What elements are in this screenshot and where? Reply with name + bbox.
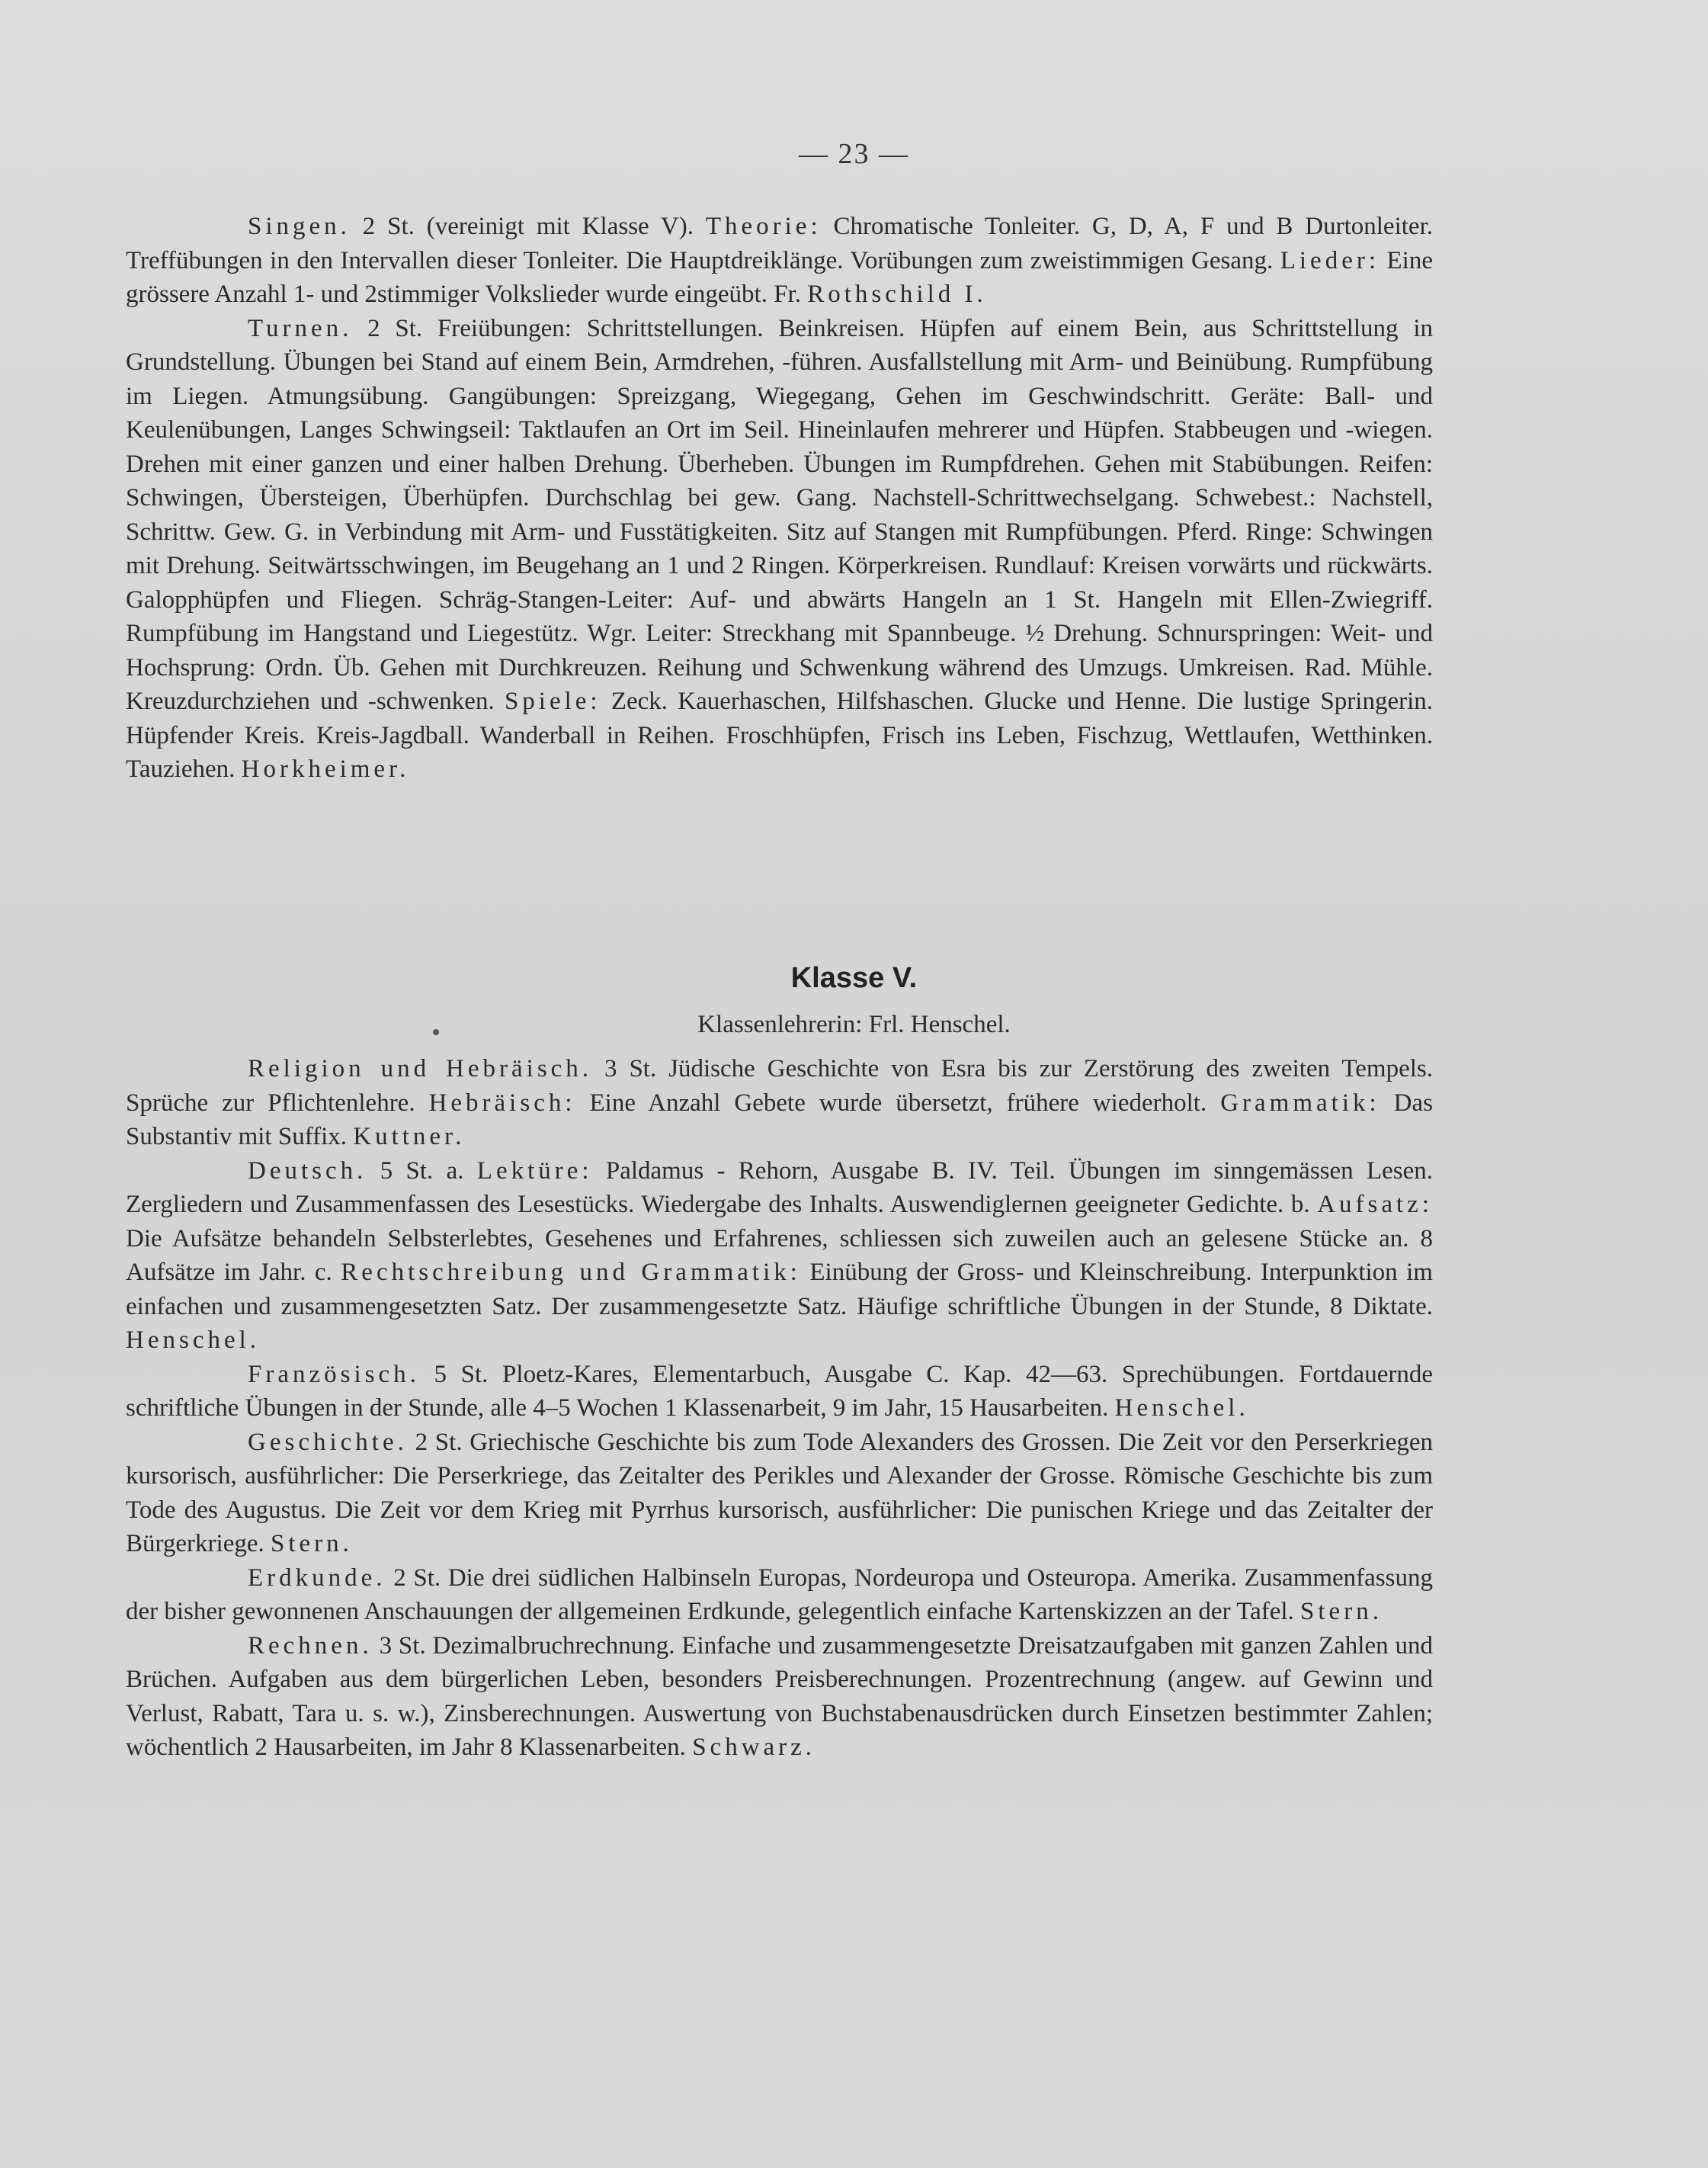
- teacher-name: Stern.: [271, 1530, 353, 1557]
- klasse-vi-section: [126, 210, 1433, 787]
- section-heading: Klasse V.: [790, 962, 918, 994]
- paragraph-erdkunde: Erdkunde. 2 St. Die drei südlichen Halbinseln Europas, Nordeuropa und Osteuropa. Amerika. Zusammenfassung der bisher gewonnenen Anschauungen der allgemeinen Erdkunde, gelegentlich einfache Kartenskizzen an der Tafel. Stern.: [126, 1563, 1433, 1625]
- teacher-name: Henschel.: [1114, 1394, 1249, 1422]
- subject-deutsch: Deutsch.: [248, 1156, 367, 1185]
- paragraph-franzoesisch: Französisch. 5 St. Ploetz-Kares, Elementarbuch, Ausgabe C. Kap. 42—63. Sprechübungen. Fortdauernde schriftliche Übungen in der Stunde, alle 4–5 Wochen 1 Klassenarbeit, 9 im Jahr, 15 Hausarbeiten. Henschel.: [126, 1360, 1433, 1422]
- subject-turnen: Turnen.: [248, 314, 353, 342]
- subject-geschichte: Geschichte.: [248, 1428, 408, 1456]
- subject-singen: Singen.: [248, 213, 351, 240]
- subject-erdkunde: Erdkunde.: [248, 1563, 386, 1592]
- subject-franzoesisch: Französisch.: [248, 1360, 420, 1388]
- teacher-name: Henschel.: [126, 1326, 261, 1354]
- subject-rechnen: Rechnen.: [248, 1631, 373, 1660]
- class-teacher-line: Klassenlehrerin: Frl. Henschel.: [697, 1011, 1011, 1038]
- subject-religion: Religion und Hebräisch.: [248, 1055, 593, 1082]
- paragraph-turnen: Turnen. 2 St. Freiübungen: Schrittstellungen. Beinkreisen. Hüpfen auf einem Bein, aus Schrittstellung in Grundstellung. Übungen bei Stand auf einem Bein, Armdrehen, -führen. Ausfallstellung mit Arm- und Beinübung. Rumpfübung im Liegen. Atmungsübung. Gangübungen: Spreizgang, Wiegegang, Gehen im Geschwindschritt. Geräte: Ball- und Keulenübungen, Langes Schwingseil: Taktlaufen an Ort im Seil. Hineinlaufen mehrerer und Hüpfen. Stabbeugen und -wiegen. Drehen mit einer ganzen und einer halben Drehung. Überheben. Übungen im Rumpfdrehen. Gehen mit Stabübungen. Reifen: Schwingen, Übersteigen, Überhüpfen. Durchschlag bei gew. Gang. Nachstell-Schrittwechselgang. Schwebest.: Nachstell, Schrittw. Gew. G. in Verbindung mit Arm- und Fusstätigkeiten. Sitz auf Stangen mit Rumpfübungen. Pferd. Ringe: Schwingen mit Drehung. Seitwärtsschwingen, im Beugehang an 1 und 2 Ringen. Körperkreisen. Rundlauf: Kreisen vorwärts und rückwärts. Galopphüpfen und Fliegen. Schräg-Stangen-Leiter: Auf- und abwärts Hangeln an 1 St. Hangeln mit Ellen-Zwiegriff. Rumpfübung im Hangstand und Liegestütz. Wgr. Leiter: Streckhang mit Spannbeuge. ½ Drehung. Schnurspringen: Weit- und Hochsprung: Ordn. Üb. Gehen mit Durchkreuzen. Reihung und Schwenkung während des Umzugs. Umkreisen. Rad. Mühle. Kreuzdurchziehen und -schwenken. Spiele: Zeck. Kauerhaschen, Hilfshaschen. Glucke und Henne. Die lustige Springerin. Hüpfender Kreis. Kreis-Jagdball. Wanderball in Reihen. Froschhüpfen, Frisch ins Leben, Fischzug, Wettlaufen, Wetthinken. Tauziehen. Horkheimer.: [126, 314, 1433, 783]
- teacher-name: Kuttner.: [353, 1123, 466, 1150]
- paragraph-rechnen: Rechnen. 3 St. Dezimalbruchrechnung. Einfache und zusammengesetzte Dreisatzaufgaben mit ganzen Zahlen und Brüchen. Aufgaben aus dem bürgerlichen Leben, besonders Preisberechnungen. Prozentrechnung (angew. auf Gewinn und Verlust, Rabatt, Tara u. s. w.), Zinsberechnungen. Auswertung von Buchstabenausdrücken durch Einsetzen bestimmter Zahlen; wöchentlich 2 Hausarbeiten, im Jahr 8 Klassenarbeiten. Schwarz.: [126, 1631, 1433, 1761]
- teacher-name: Rothschild I.: [807, 281, 987, 308]
- teacher-name: Schwarz.: [692, 1733, 816, 1761]
- paragraph-religion: Religion und Hebräisch. 3 St. Jüdische Geschichte von Esra bis zur Zerstörung des zweiten Tempels. Sprüche zur Pflichtenlehre. Hebräisch: Eine Anzahl Gebete wurde übersetzt, frühere wiederholt. Grammatik: Das Substantiv mit Suffix. Kuttner.: [126, 1055, 1433, 1150]
- page-number: — 23 —: [799, 138, 909, 170]
- paragraph-deutsch: Deutsch. 5 St. a. Lektüre: Paldamus - Rehorn, Ausgabe B. IV. Teil. Übungen im sinngemässen Lesen. Zergliedern und Zusammenfassen des Lesestücks. Wiedergabe des Inhalts. Auswendiglernen geeigneter Gedichte. b. Aufsatz: Die Aufsätze behandeln Selbsterlebtes, Gesehenes und Erfahrenes, schliessen sich zuweilen auch an gelesene Stücke an. 8 Aufsätze im Jahr. c. Rechtschreibung und Grammatik: Einübung der Gross- und Kleinschreibung. Interpunktion im einfachen und zusammengesetzten Satz. Der zusammengesetzte Satz. Häufige schriftliche Übungen in der Stunde, 8 Diktate. Henschel.: [126, 1156, 1434, 1354]
- teacher-name: Stern.: [1300, 1598, 1383, 1625]
- paragraph-singen: Singen. 2 St. (vereinigt mit Klasse V). Theorie: Chromatische Tonleiter. G, D, A, F und B Durtonleiter. Treffübungen in den Intervallen dieser Tonleiter. Die Hauptdreiklänge. Vorübungen zum zweistimmigen Gesang. Lieder: Eine grössere Anzahl 1- und 2stimmiger Volkslieder wurde eingeübt. Fr. Rothschild I.: [126, 213, 1433, 308]
- teacher-name: Horkheimer.: [241, 755, 410, 783]
- klasse-v-section: [126, 1052, 1433, 1765]
- paragraph-geschichte: Geschichte. 2 St. Griechische Geschichte bis zum Tode Alexanders des Grossen. Die Zeit vor den Perserkriegen kursorisch, ausführlicher: Die Perserkriege, das Zeitalter des Perikles und Alexander der Grosse. Römische Geschichte bis zum Tode des Augustus. Die Zeit vor dem Krieg mit Pyrrhus kursorisch, ausführlicher: Die punischen Kriege und das Zeitalter der Bürgerkriege. Stern.: [126, 1428, 1433, 1557]
